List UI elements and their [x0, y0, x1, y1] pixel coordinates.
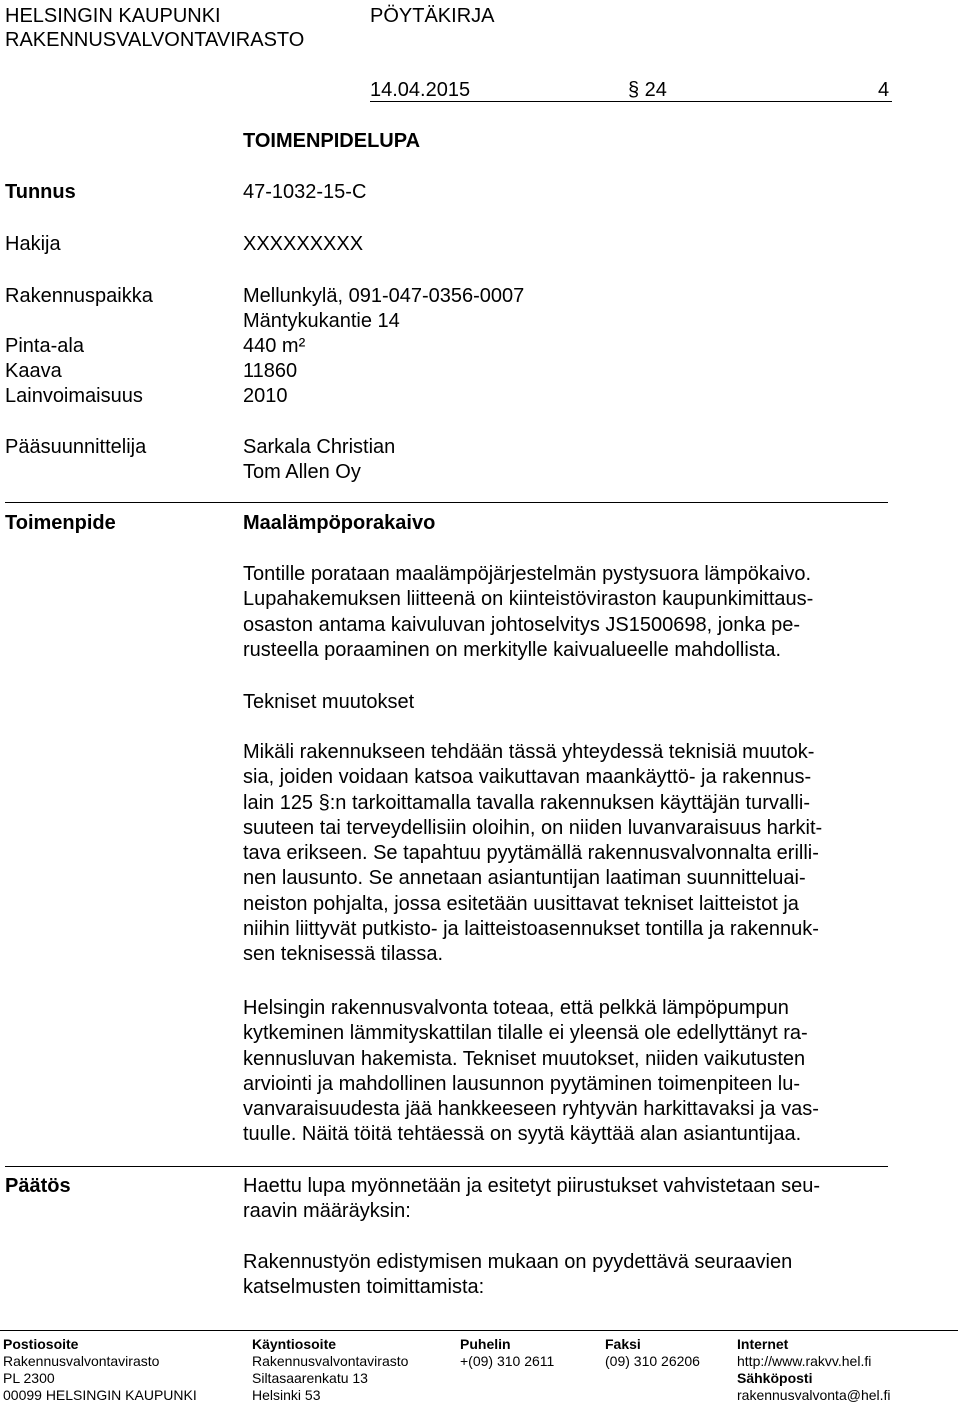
section-number: § 24 — [628, 79, 667, 101]
footer-postal-line: 00099 HELSINGIN KAUPUNKI — [3, 1387, 197, 1403]
footer-divider — [0, 1330, 958, 1331]
text-line: kytkeminen lämmityskattilan tilalle ei yleensä ole edellyttänyt ra- — [243, 1022, 808, 1045]
text-line: tava erikseen. Se tapahtuu pyytämällä rakennusvalvonnalta erilli- — [243, 842, 819, 865]
page-title: TOIMENPIDELUPA — [243, 130, 421, 152]
text-line: raavin määräyksin: — [243, 1200, 411, 1223]
text-line: arviointi ja mahdollinen lausunnon pyytäminen toimenpiteen lu- — [243, 1072, 801, 1095]
section-label-toimenpide: Toimenpide — [5, 512, 116, 534]
text-line: niihin liittyvät putkisto- ja laitteistoasennukset tontilla ja rakennuk- — [243, 918, 819, 941]
section-divider — [5, 502, 888, 503]
toimenpide-heading: Maalämpöporakaivo — [243, 512, 436, 534]
text-line: sia, joiden voidaan katsoa vaikuttavan maankäyttö- ja rakennus- — [243, 766, 812, 789]
text-line: nen lausunto. Se annetaan asiantuntijan laatiman suunnitteluai- — [243, 867, 806, 890]
field-label-pinta-ala: Pinta-ala — [5, 335, 84, 357]
field-value-lainvoimaisuus: 2010 — [243, 385, 288, 407]
field-value-rakennuspaikka: Mellunkylä, 091-047-0356-0007 — [243, 285, 525, 307]
footer-title-email: Sähköposti — [737, 1370, 813, 1386]
field-label-tunnus: Tunnus — [5, 181, 76, 203]
text-line: rusteella poraaminen on merkitylle kaivualueelle mahdollista. — [243, 638, 782, 661]
text-line: sen teknisessä tilassa. — [243, 943, 444, 966]
toimenpide-paragraph-2 — [243, 740, 888, 968]
org-name: HELSINGIN KAUPUNKI — [5, 5, 221, 27]
footer-phone: +(09) 310 2611 — [460, 1353, 555, 1369]
subheading-tekniset-muutokset: Tekniset muutokset — [243, 691, 415, 713]
footer-title-puhelin: Puhelin — [460, 1336, 511, 1352]
footer-title-faksi: Faksi — [605, 1336, 641, 1352]
text-line: neiston pohjalta, jossa esitetään uusittavat tekniset laitteistot ja — [243, 892, 799, 915]
text-line: osaston antama kaivuluvan johtoselvitys JS1500698, jonka pe- — [243, 613, 801, 636]
field-label-lainvoimaisuus: Lainvoimaisuus — [5, 385, 143, 407]
text-line: lain 125 §:n tarkoittamalla tavalla rakennuksen käyttäjän turvalli- — [243, 791, 810, 814]
text-line: Rakennustyön edistymisen mukaan on pyydettävä seuraavien — [243, 1251, 793, 1273]
text-line: kennusluvan hakemista. Tekniset muutokset, niiden vaikutusten — [243, 1047, 806, 1070]
field-value-company: Tom Allen Oy — [243, 461, 361, 483]
paatos-paragraph-2 — [243, 1250, 888, 1301]
footer-visit-line: Rakennusvalvontavirasto — [252, 1353, 409, 1369]
field-value-kaava: 11860 — [243, 360, 298, 382]
field-value-address: Mäntykukantie 14 — [243, 310, 400, 332]
org-department: RAKENNUSVALVONTAVIRASTO — [5, 29, 305, 51]
footer-title-kayntiosoite: Käyntiosoite — [252, 1336, 337, 1352]
text-line: Mikäli rakennukseen tehdään tässä yhteydessä teknisiä muutok- — [243, 741, 815, 763]
footer-postal-line: PL 2300 — [3, 1370, 55, 1386]
field-value-tunnus: 47-1032-15-C — [243, 181, 367, 203]
footer-title-internet: Internet — [737, 1336, 789, 1352]
footer-visit-line: Helsinki 53 — [252, 1387, 321, 1403]
footer-fax: (09) 310 26206 — [605, 1353, 700, 1369]
footer-postal-line: Rakennusvalvontavirasto — [3, 1353, 160, 1369]
text-line: Lupahakemuksen liitteenä on kiinteistöviraston kaupunkimittaus- — [243, 588, 814, 611]
toimenpide-paragraph-1 — [243, 562, 888, 663]
text-line: vanvaraisuudesta jää hankkeeseen ryhtyvän harkittavaksi ja vas- — [243, 1098, 819, 1121]
field-label-paasuunnittelija: Pääsuunnittelija — [5, 436, 147, 458]
footer-website-link[interactable]: http://www.rakvv.hel.fi — [737, 1353, 872, 1369]
paatos-paragraph-1 — [243, 1174, 888, 1225]
field-value-paasuunnittelija: Sarkala Christian — [243, 436, 396, 458]
page-number: 4 — [878, 79, 890, 101]
section-divider — [5, 1166, 888, 1167]
text-line: tuulle. Näitä töitä tehtäessä on syytä käyttää alan asiantuntijaa. — [243, 1123, 802, 1146]
field-label-rakennuspaikka: Rakennuspaikka — [5, 285, 153, 307]
document-type: PÖYTÄKIRJA — [370, 5, 495, 27]
field-label-kaava: Kaava — [5, 360, 62, 382]
text-line: suuteen tai terveydellisiin oloihin, on niiden luvanvaraisuus harkit- — [243, 816, 823, 839]
footer-visit-line: Siltasaarenkatu 13 — [252, 1370, 368, 1386]
text-line: Tontille porataan maalämpöjärjestelmän pystysuora lämpökaivo. — [243, 563, 812, 585]
field-value-hakija: XXXXXXXXX — [243, 233, 364, 255]
footer-email-link[interactable]: rakennusvalvonta@hel.fi — [737, 1387, 891, 1403]
text-line: Haettu lupa myönnetään ja esitetyt piirustukset vahvistetaan seu- — [243, 1175, 820, 1197]
text-line: katselmusten toimittamista: — [243, 1276, 485, 1299]
field-label-hakija: Hakija — [5, 233, 61, 255]
field-value-pinta-ala: 440 m² — [243, 335, 306, 357]
header-divider — [370, 101, 892, 102]
document-date: 14.04.2015 — [370, 79, 471, 101]
text-line: Helsingin rakennusvalvonta toteaa, että pelkkä lämpöpumpun — [243, 997, 789, 1019]
footer-title-postiosoite: Postiosoite — [3, 1336, 79, 1352]
section-label-paatos: Päätös — [5, 1175, 71, 1197]
toimenpide-paragraph-3 — [243, 996, 888, 1148]
